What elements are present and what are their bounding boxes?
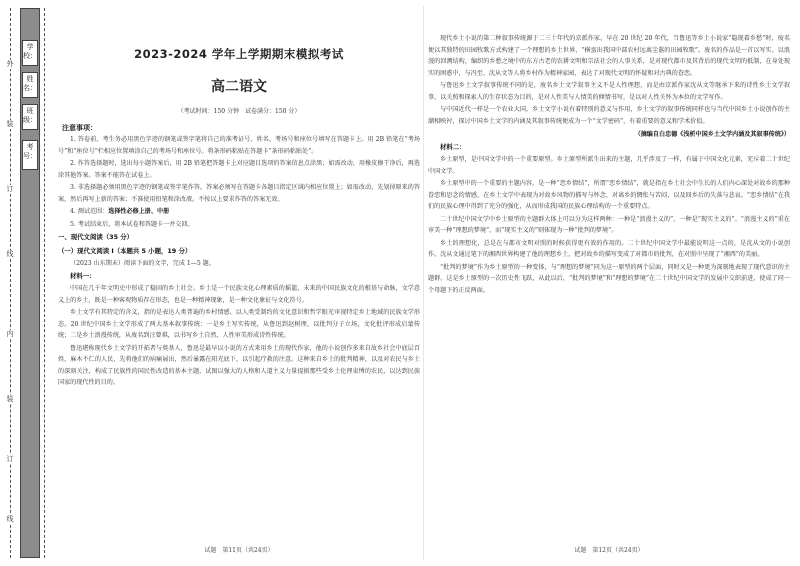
binding-strip: [0, 0, 48, 566]
cut-mark: 装: [3, 120, 17, 129]
notice-item: 2. 作答选择题时，选出每小题答案后，用 2B 铅笔把答题卡上对应题目选项的答案信息点涂黑；如需改动，用橡皮擦干净后，再选涂其他答案。答案不能答在试卷上。: [58, 160, 420, 179]
name-label: 姓名：: [23, 75, 37, 92]
passage-paragraph: 中国在几千年文明史中形成了稳固的乡土社会。乡土是一个民族文化心理素质的摇篮，未来的中国民族文化的根基与命脉，文学意义上的乡土，既是一种客观物质存在形态，也是一种精神现象，是一种文化象征与文化符号。: [58, 285, 420, 304]
passage-paragraph: 乡土原型，是中国文学中的一个重要原型。乡土原型所派生出来的主题，几乎涉及了一样，有属于中国文化元素，充斥着二十世纪中国文学。: [428, 156, 790, 175]
cut-mark: 内: [3, 330, 17, 339]
page-footer: 试题 第11页（共24页）: [204, 547, 274, 554]
class-label: 班级：: [23, 107, 37, 124]
name-field: [22, 72, 38, 98]
right-page: [428, 6, 790, 560]
notice-item: 3. 非选择题必须用黑色字迹的钢笔或签字笔作答，答案必须写在答题卡各题目指定区域内相应位置上；如需改动，先划掉原来的答案，然后再写上新的答案；不准使用铅笔和涂改液。不按以上要求作答的答案无效。: [58, 184, 420, 203]
subsection-heading: （一）现代文阅读 I（本题共 5 小题，19 分）: [58, 246, 192, 255]
inner-cut-line: [44, 8, 45, 558]
left-page: [58, 6, 420, 560]
cut-mark: 装: [3, 395, 17, 404]
page-divider: [423, 6, 424, 560]
passage-paragraph: 鲁迅堪称现代乡土文学的开拓者与奠基人，鲁迅是最早以小说的方式来用乡土的现代作家，他的小说创作多来自故乡社会中底层百姓，麻木不仁的人民，先将他们的病痛展出，然后暴露在阳光底下，以引起疗救的注意。这种来自乡土的批判精神，以及对农民与乡土的深刻关注，构成了民族性的国民性改造的基本主题，试图以强大的人格和人道主义力量提振那些受乡土伦理束缚的农民，以达到民族国家的现代性的目的。: [58, 344, 420, 386]
page-footer: 试题 第12页（共24页）: [574, 547, 644, 554]
scope-prefix: 4. 测试范围：: [70, 208, 109, 215]
notice-item: 1. 答卷前，考生务必用黑色字迹的钢笔或签字笔将自己的准考证号、姓名、考场号和座位号填写在答题卡上。用 2B 铅笔在“考场号”和“座位号”栏相应位置填涂自己的考场号和座位号。将条形码粘贴在答题卡“条形码粘贴处”。: [58, 136, 420, 155]
passage-paragraph: 乡土原型中的一个重要的主题内容，是一种“恋乡情结”，所谓“恋乡情结”，就是指在乡土社会中生长的人们内心深处对故乡的那种眷恋和思念的情感，在乡土文学中表现为对故乡风物的描写与怀念，对离乡的惆怅与苦闷，以及回乡后的失落与悲哀。“恋乡情结”在我们的民族心理中得到了充分的强化，从而形成我国的民族心理结构的一个重要特点。: [428, 180, 790, 210]
passage-paragraph: 现代乡土小说的第二种叙事传统源于二三十年代的京派作家。早在 20 世纪 20 年代，当鲁迅等乡土小说家“隐现着乡愁”时，废名便以其独特的田园牧歌方式构建了一个理想的乡土世界，“横蛮出我国中部农村远离尘嚣的田园牧歌”。废名的作品是一首以写实、以浪漫的回溯结构，编织的乡愁之境中的东方古老的农耕文明和宗法社会的人事关系，是对现代都市及其背后的现代文明的抵制，在身处现实的困惑中，与冯至、沈从文等人将乡村作为精神家园，表达了对现代文明的怀疑和对古典的眷恋。: [428, 35, 790, 77]
passage-paragraph: 与中国近代一样是一个农业大国，乡土文学小说有着特别的意义与作用，乡土文学的叙事传统同样也与当代中国乡土小说创作的主潮相映衬，探讨中国乡土文学的内涵及其叙事传统便成为一个“文学密码”，有着重要的意义和学术价值。: [428, 106, 790, 125]
reading-intro: （2023 山东期末）阅读下面的文字，完成 1—5 题。: [70, 260, 215, 267]
school-field: [22, 40, 38, 66]
exam-number-label: 考号：: [23, 143, 37, 160]
exam-title: 2023-2024 学年上学期期末模拟考试: [134, 47, 344, 61]
exam-number-field: [22, 140, 38, 170]
exam-meta: （考试时间：150 分钟 试卷满分：150 分）: [177, 108, 301, 115]
cut-mark: 线: [3, 250, 17, 259]
passage-paragraph: 乡土的理想化，总是在与都市文明对照的时候获得更有效的作用的。二十世纪中国文学中最能说明这一点的，是沈从文的小说创作。沈从文通过笔下的湘西世界构建了他的理想乡土，把对故乡的描写变成了对都市的批判，在对照中呈现了“湘西”的美丽。: [428, 239, 790, 258]
class-field: [22, 104, 38, 130]
section-heading: 一、现代文阅读（35 分）: [58, 233, 134, 241]
source-citation: （摘编自白忠德《浅析中国乡土文学内涵及其叙事传统》）: [634, 131, 790, 138]
cut-mark: 线: [3, 515, 17, 524]
passage-paragraph: 乡土文学有其特定的含义，指的是表达人类普遍的乡村情感、以人类受制约的文化意识和哲学眼光审视特定乡土地域的民族文学形态。20 世纪中国乡土文学形成了两大基本叙事传统：一是乡土写实传统，从鲁迅到赵树理，以批判分子立场，文化批评形成启蒙传统；二是乡土浪漫传统，从废名到汪曾祺，以书写乡土自然、人性审美形成诗性传统。: [58, 309, 420, 339]
material-label: 材料二：: [440, 142, 466, 151]
school-label: 学校：: [23, 43, 37, 60]
passage-paragraph: 与鲁迅乡土文学叙事传统不同的是，废名乡土文学叙事主义不是人性理想，而是由京派作家沈从文等继承下来的诗性乡土文学叙事，以关照和探索人的生存状态为目的，是对人性美与人情美的倾情书写，是以对人性关怀为本位的文学写作。: [428, 82, 790, 101]
notice-heading: 注意事项：: [62, 124, 97, 132]
material-label: 材料一：: [70, 271, 96, 280]
outer-cut-line: [10, 8, 11, 558]
scope-range: 选择性必修上册、中册: [108, 208, 170, 215]
passage-paragraph: 二十世纪中国文学中乡土原型的主题群大体上可以分为这样两种：一种是“浪漫主义的”，一种是“现实主义的”。“浪漫主义的”重在审美一种“理想的梦境”，而“现实主义的”则体现为一种“批判的梦境”。: [428, 215, 790, 234]
cut-mark: 订: [3, 185, 17, 194]
notice-item-scope: [58, 206, 420, 218]
notice-item: 5. 考试结束后，将本试卷和答题卡一并交回。: [70, 220, 194, 228]
subject-title: 高二语文: [211, 79, 267, 95]
cut-mark: 订: [3, 455, 17, 464]
cut-mark: 外: [3, 60, 17, 69]
passage-paragraph: “批判的梦境”作为乡土原型的一种变体，与“理想的梦境”同为这一原型的两个层面，同时又是一种更为深刻地表现了现代意识的主题群。这是乡土原型的一次历史性飞跃，从此以后，“批判的梦境”和“理想的梦境”在二十世纪中国文学的发展中交织前进，使成了同一个母题下的正反两面。: [428, 263, 790, 294]
